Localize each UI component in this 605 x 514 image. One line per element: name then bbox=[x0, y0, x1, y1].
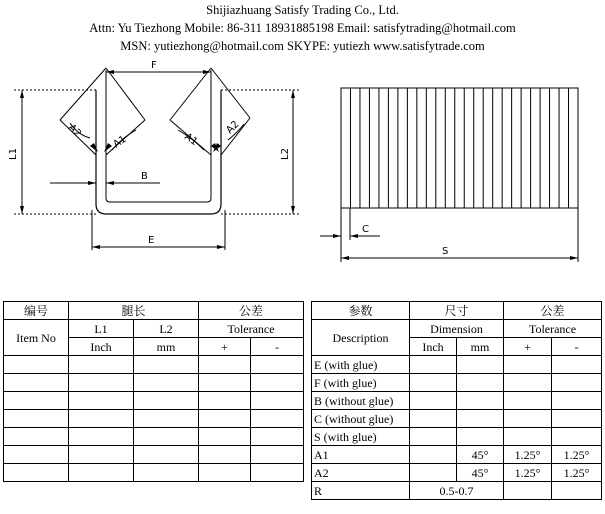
r-plus bbox=[504, 482, 552, 500]
param-minus bbox=[552, 374, 602, 392]
unit-minus: - bbox=[552, 338, 602, 356]
param-minus bbox=[552, 356, 602, 374]
r-minus bbox=[552, 482, 602, 500]
table-row bbox=[4, 410, 304, 428]
table-cell bbox=[199, 410, 251, 428]
dim-label-l1: L1 bbox=[8, 148, 19, 160]
tolerance-header: Tolerance bbox=[504, 320, 602, 338]
table-row bbox=[4, 356, 304, 374]
r-value: 0.5-0.7 bbox=[410, 482, 504, 500]
table-cell bbox=[251, 356, 304, 374]
table-cell bbox=[69, 392, 134, 410]
unit-plus: + bbox=[199, 338, 251, 356]
table-cell bbox=[251, 464, 304, 482]
item-no-header: Item No bbox=[4, 320, 69, 356]
table-row bbox=[312, 356, 602, 374]
table-cell bbox=[251, 410, 304, 428]
table-cell bbox=[251, 374, 304, 392]
unit-mm: mm bbox=[134, 338, 199, 356]
parameter-table bbox=[311, 301, 602, 500]
param-plus bbox=[504, 374, 552, 392]
param-label: E (with glue) bbox=[312, 356, 410, 374]
table-cell bbox=[4, 374, 69, 392]
dim-label-b: B bbox=[141, 171, 148, 182]
param-minus bbox=[552, 392, 602, 410]
angle-label-a2-left: A2 bbox=[65, 122, 83, 140]
tolerance-header: Tolerance bbox=[199, 320, 304, 338]
param-minus bbox=[552, 410, 602, 428]
table-cell bbox=[199, 446, 251, 464]
table-row bbox=[312, 410, 602, 428]
table-cell bbox=[4, 410, 69, 428]
unit-minus: - bbox=[251, 338, 304, 356]
table-cell bbox=[4, 356, 69, 374]
cn-parameter-header: 参数 bbox=[312, 302, 410, 320]
table-row bbox=[4, 374, 304, 392]
dim-label-f: F bbox=[151, 60, 157, 71]
param-inch bbox=[410, 464, 457, 482]
angle-label-a1-left: A1 bbox=[111, 133, 129, 151]
table-cell bbox=[251, 446, 304, 464]
unit-inch: Inch bbox=[69, 338, 134, 356]
description-header: Description bbox=[312, 320, 410, 356]
param-minus: 1.25° bbox=[552, 446, 602, 464]
param-inch bbox=[410, 428, 457, 446]
company-name: Shijiazhuang Satisfy Trading Co., Ltd. bbox=[206, 3, 399, 17]
param-inch bbox=[410, 446, 457, 464]
contact-web-line: MSN: yutiezhong@hotmail.com SKYPE: yutiezh www.satisfytrade.com bbox=[120, 39, 485, 53]
table-cell bbox=[134, 410, 199, 428]
param-mm: 45° bbox=[457, 446, 504, 464]
param-plus: 1.25° bbox=[504, 446, 552, 464]
table-cell bbox=[134, 428, 199, 446]
table-cell bbox=[69, 374, 134, 392]
table-row bbox=[312, 392, 602, 410]
unit-mm: mm bbox=[457, 338, 504, 356]
param-inch bbox=[410, 410, 457, 428]
table-row bbox=[312, 446, 602, 464]
param-label: S (with glue) bbox=[312, 428, 410, 446]
param-label: A1 bbox=[312, 446, 410, 464]
table-cell bbox=[199, 374, 251, 392]
table-cell bbox=[134, 464, 199, 482]
param-plus: 1.25° bbox=[504, 464, 552, 482]
param-inch bbox=[410, 392, 457, 410]
dimension-header: Dimension bbox=[410, 320, 504, 338]
param-plus bbox=[504, 428, 552, 446]
table-row bbox=[4, 428, 304, 446]
contact-line: Attn: Yu Tiezhong Mobile: 86-311 18931885198 Email: satisfytrading@hotmail.com bbox=[89, 21, 516, 35]
table-cell bbox=[69, 356, 134, 374]
table-cell bbox=[69, 428, 134, 446]
table-cell bbox=[251, 392, 304, 410]
table-cell bbox=[4, 464, 69, 482]
param-inch bbox=[410, 374, 457, 392]
table-cell bbox=[4, 446, 69, 464]
param-mm: 45° bbox=[457, 464, 504, 482]
cn-dimension-header: 尺寸 bbox=[410, 302, 504, 320]
param-plus bbox=[504, 410, 552, 428]
table-row bbox=[4, 464, 304, 482]
param-plus bbox=[504, 356, 552, 374]
dim-label-c: C bbox=[362, 224, 369, 235]
cn-tolerance-header: 公差 bbox=[199, 302, 304, 320]
staple-drawing bbox=[0, 58, 605, 270]
dim-label-e: E bbox=[148, 235, 155, 246]
table-cell bbox=[134, 392, 199, 410]
table-cell bbox=[4, 392, 69, 410]
param-mm bbox=[457, 428, 504, 446]
item-table bbox=[3, 301, 304, 482]
param-inch bbox=[410, 356, 457, 374]
param-label: C (without glue) bbox=[312, 410, 410, 428]
table-cell bbox=[251, 428, 304, 446]
table-cell bbox=[199, 392, 251, 410]
param-mm bbox=[457, 356, 504, 374]
table-cell bbox=[69, 446, 134, 464]
table-cell bbox=[69, 410, 134, 428]
param-mm bbox=[457, 410, 504, 428]
cn-tolerance-header: 公差 bbox=[504, 302, 602, 320]
unit-plus: + bbox=[504, 338, 552, 356]
dim-label-s: S bbox=[442, 246, 449, 257]
unit-inch: Inch bbox=[410, 338, 457, 356]
table-row bbox=[312, 464, 602, 482]
table-cell bbox=[199, 464, 251, 482]
param-minus: 1.25° bbox=[552, 464, 602, 482]
angle-label-a1-right: A1 bbox=[182, 131, 200, 149]
table-cell bbox=[199, 428, 251, 446]
cn-item-no-header: 编号 bbox=[4, 302, 69, 320]
param-minus bbox=[552, 428, 602, 446]
l1-header: L1 bbox=[69, 320, 134, 338]
table-cell bbox=[4, 428, 69, 446]
table-cell bbox=[199, 356, 251, 374]
table-row bbox=[4, 446, 304, 464]
l2-header: L2 bbox=[134, 320, 199, 338]
table-row bbox=[4, 392, 304, 410]
cn-leg-length-header: 腿长 bbox=[69, 302, 199, 320]
table-row bbox=[312, 428, 602, 446]
table-cell bbox=[69, 464, 134, 482]
param-mm bbox=[457, 374, 504, 392]
dim-label-l2: L2 bbox=[280, 148, 291, 160]
param-label: A2 bbox=[312, 464, 410, 482]
angle-label-a2-right: A2 bbox=[224, 119, 242, 137]
param-plus bbox=[504, 392, 552, 410]
param-mm bbox=[457, 392, 504, 410]
r-label: R bbox=[312, 482, 410, 500]
table-row bbox=[312, 374, 602, 392]
table-cell bbox=[134, 446, 199, 464]
table-cell bbox=[134, 356, 199, 374]
table-cell bbox=[134, 374, 199, 392]
param-label: F (with glue) bbox=[312, 374, 410, 392]
param-label: B (without glue) bbox=[312, 392, 410, 410]
